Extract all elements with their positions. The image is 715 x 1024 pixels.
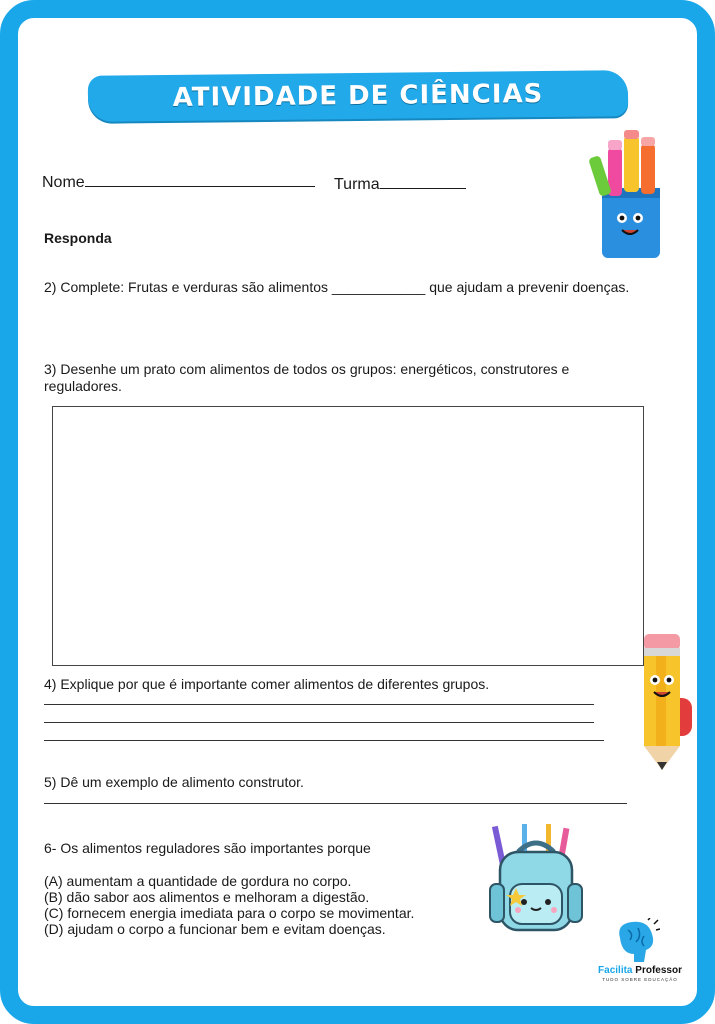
brand xyxy=(590,965,690,982)
answer-line-4b[interactable] xyxy=(44,722,594,723)
brand-name xyxy=(590,965,690,976)
pencil-cup-icon xyxy=(582,128,682,258)
brand-name-part2: Professor xyxy=(635,965,682,976)
question-4: 4) Explique por que é importante comer alimentos de diferentes grupos. xyxy=(44,676,490,692)
instruction: Responda xyxy=(44,230,112,246)
backpack-icon xyxy=(486,822,586,934)
option-c[interactable]: (C) fornecem energia imediata para o corpo se movimentar. xyxy=(44,905,415,921)
question-5: 5) Dê um exemplo de alimento construtor. xyxy=(44,774,304,790)
brain-logo-icon xyxy=(610,918,660,966)
turma-line xyxy=(380,174,466,189)
question-2: 2) Complete: Frutas e verduras são alimentos ____________ que ajudam a prevenir doenças. xyxy=(44,279,630,295)
brand-name-part1: Facilita xyxy=(598,965,633,976)
drawing-box[interactable] xyxy=(52,406,644,666)
question-6: 6- Os alimentos reguladores são importantes porque xyxy=(44,840,371,856)
title-banner xyxy=(88,70,628,122)
option-a[interactable]: (A) aumentam a quantidade de gordura no corpo. xyxy=(44,873,352,889)
nome-field[interactable] xyxy=(42,172,315,191)
option-d[interactable]: (D) ajudam o corpo a funcionar bem e evitam doenças. xyxy=(44,921,386,937)
answer-line-4a[interactable] xyxy=(44,704,594,705)
nome-line xyxy=(85,172,315,187)
option-b[interactable]: (B) dão sabor aos alimentos e melhoram a digestão. xyxy=(44,889,370,905)
pencil-mascot-icon xyxy=(636,630,696,775)
turma-field[interactable] xyxy=(334,174,466,193)
brand-tagline: TUDO SOBRE EDUCAÇÃO xyxy=(602,977,678,982)
answer-line-4c[interactable] xyxy=(44,740,604,741)
answer-line-5[interactable] xyxy=(44,803,627,804)
page-title: ATIVIDADE DE CIÊNCIAS xyxy=(172,79,544,113)
turma-label: Turma xyxy=(334,176,380,193)
question-3-line-1: 3) Desenhe um prato com alimentos de todos os grupos: energéticos, construtores e xyxy=(44,361,570,377)
nome-label: Nome xyxy=(42,174,85,191)
question-3-line-2: reguladores. xyxy=(44,378,122,394)
